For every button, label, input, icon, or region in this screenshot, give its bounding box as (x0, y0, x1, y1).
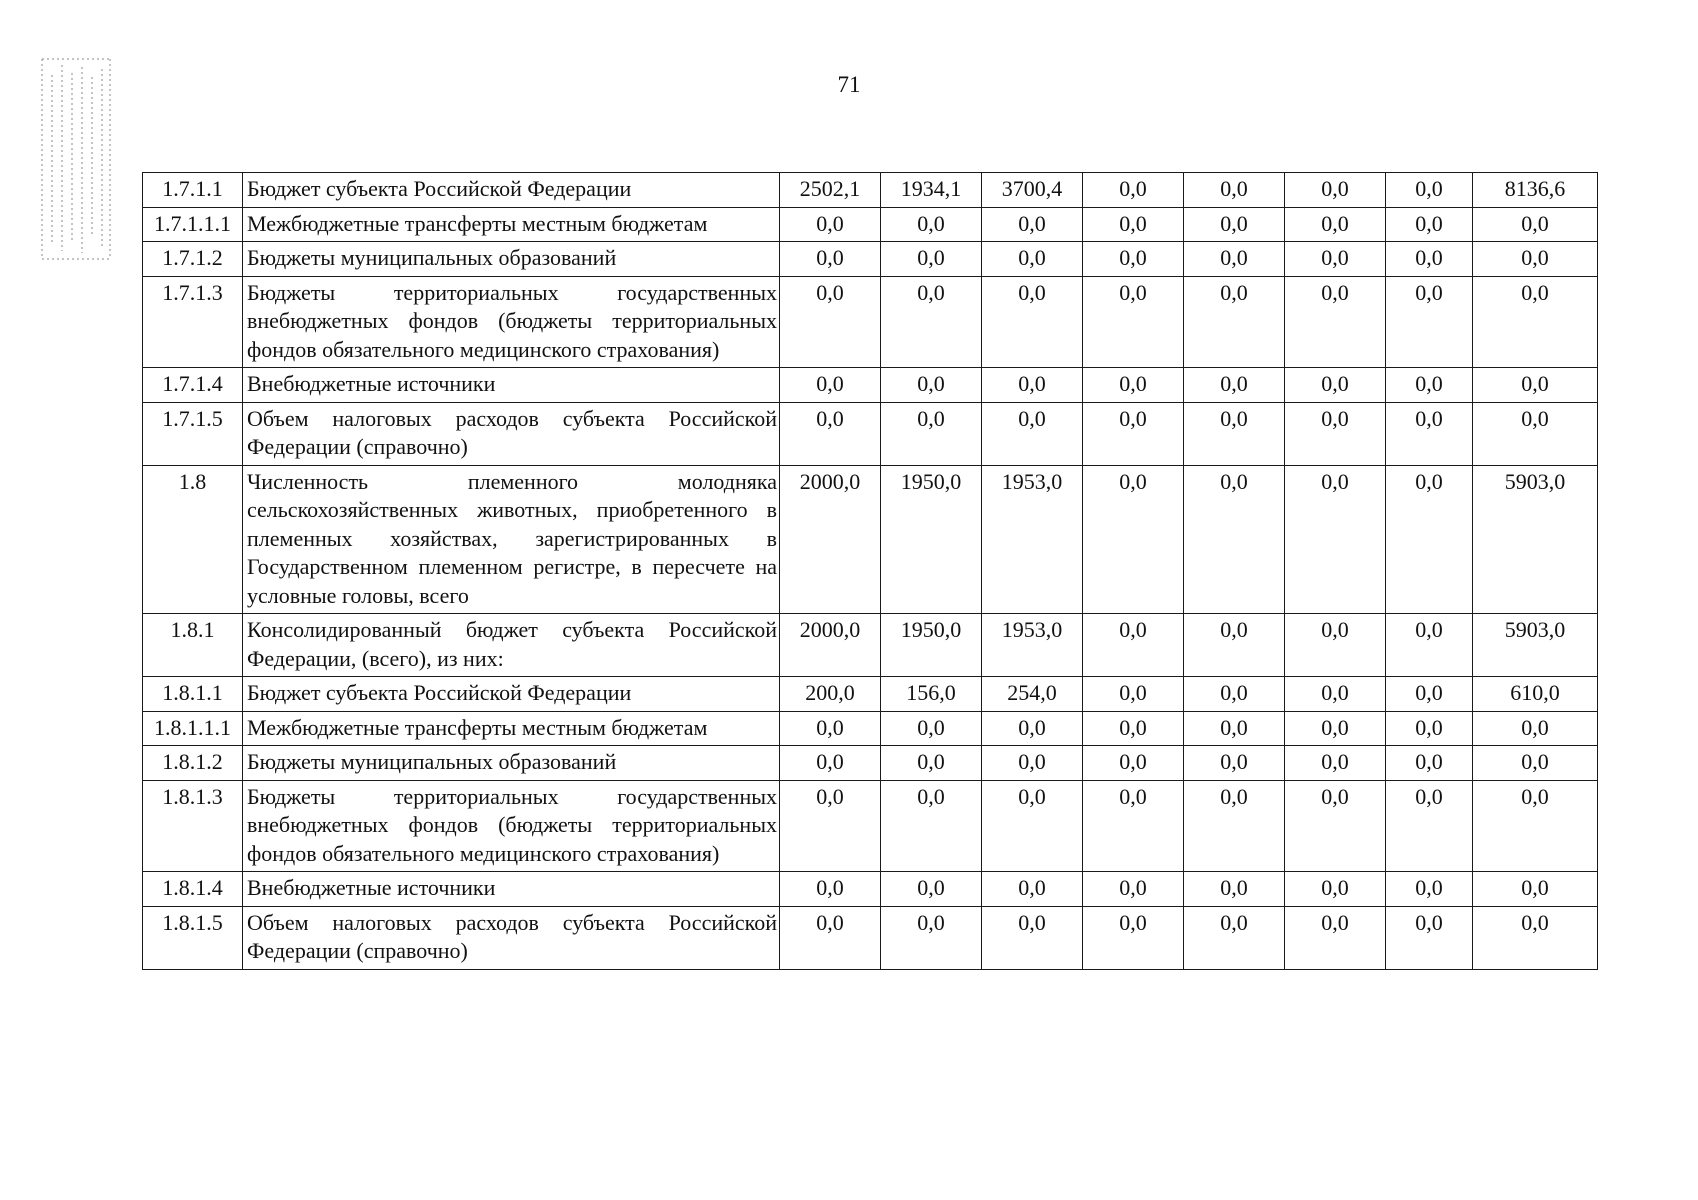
row-value: 0,0 (1473, 906, 1598, 969)
row-value: 0,0 (881, 780, 982, 872)
row-value: 0,0 (1083, 746, 1184, 781)
row-value: 0,0 (982, 780, 1083, 872)
row-value: 0,0 (1473, 402, 1598, 465)
row-value: 5903,0 (1473, 465, 1598, 614)
table-row (143, 465, 1598, 614)
row-value: 0,0 (881, 711, 982, 746)
row-value: 0,0 (1285, 242, 1386, 277)
row-code: 1.8.1.2 (143, 746, 243, 781)
row-value: 0,0 (1386, 173, 1473, 208)
row-value: 1934,1 (881, 173, 982, 208)
row-value: 0,0 (1083, 368, 1184, 403)
row-value: 0,0 (1184, 173, 1285, 208)
row-value: 0,0 (1083, 242, 1184, 277)
row-value: 0,0 (1083, 906, 1184, 969)
row-name: Внебюджетные источники (243, 872, 780, 907)
row-value: 0,0 (1285, 677, 1386, 712)
row-value: 0,0 (1184, 465, 1285, 614)
row-value: 1950,0 (881, 614, 982, 677)
row-value: 2502,1 (780, 173, 881, 208)
row-value: 0,0 (1285, 906, 1386, 969)
row-value: 0,0 (1184, 276, 1285, 368)
row-value: 0,0 (881, 872, 982, 907)
row-value: 0,0 (780, 872, 881, 907)
table-row (143, 780, 1598, 872)
row-value: 0,0 (982, 746, 1083, 781)
row-value: 0,0 (982, 711, 1083, 746)
row-value: 0,0 (1083, 465, 1184, 614)
row-value: 0,0 (780, 242, 881, 277)
row-value: 2000,0 (780, 465, 881, 614)
row-value: 0,0 (1083, 207, 1184, 242)
row-value: 0,0 (1473, 746, 1598, 781)
table-row (143, 872, 1598, 907)
row-value: 0,0 (1285, 780, 1386, 872)
row-value: 0,0 (780, 276, 881, 368)
row-name: Бюджеты территориальных государственных внебюджетных фондов (бюджеты территориальных фондов обязательного медицинского страхования) (243, 780, 780, 872)
row-value: 0,0 (1386, 711, 1473, 746)
row-value: 0,0 (881, 242, 982, 277)
row-code: 1.7.1.1 (143, 173, 243, 208)
margin-stamp-mark (38, 55, 114, 263)
row-value: 0,0 (1184, 711, 1285, 746)
row-value: 1953,0 (982, 614, 1083, 677)
row-value: 156,0 (881, 677, 982, 712)
row-value: 0,0 (982, 207, 1083, 242)
row-value: 254,0 (982, 677, 1083, 712)
row-value: 200,0 (780, 677, 881, 712)
row-value: 0,0 (982, 402, 1083, 465)
row-value: 0,0 (1184, 242, 1285, 277)
table-row (143, 614, 1598, 677)
row-name: Межбюджетные трансферты местным бюджетам (243, 711, 780, 746)
row-name: Бюджеты муниципальных образований (243, 746, 780, 781)
row-value: 610,0 (1473, 677, 1598, 712)
row-code: 1.7.1.2 (143, 242, 243, 277)
row-value: 0,0 (982, 906, 1083, 969)
row-value: 0,0 (1386, 906, 1473, 969)
row-name: Консолидированный бюджет субъекта Российской Федерации, (всего), из них: (243, 614, 780, 677)
row-value: 0,0 (1473, 242, 1598, 277)
row-code: 1.7.1.1.1 (143, 207, 243, 242)
row-code: 1.8.1.1.1 (143, 711, 243, 746)
table-row (143, 242, 1598, 277)
row-value: 0,0 (1386, 614, 1473, 677)
row-value: 0,0 (1473, 276, 1598, 368)
row-value: 0,0 (1285, 402, 1386, 465)
row-value: 0,0 (1285, 368, 1386, 403)
row-code: 1.8.1 (143, 614, 243, 677)
row-value: 0,0 (1386, 368, 1473, 403)
row-name: Объем налоговых расходов субъекта Российской Федерации (справочно) (243, 402, 780, 465)
table-row (143, 207, 1598, 242)
row-name: Бюджет субъекта Российской Федерации (243, 173, 780, 208)
row-value: 0,0 (1083, 402, 1184, 465)
row-value: 0,0 (881, 368, 982, 403)
row-value: 0,0 (1386, 677, 1473, 712)
row-value: 0,0 (881, 906, 982, 969)
page-number: 71 (837, 72, 861, 97)
row-value: 0,0 (1184, 402, 1285, 465)
row-value: 0,0 (780, 711, 881, 746)
row-name: Внебюджетные источники (243, 368, 780, 403)
row-value: 0,0 (1386, 402, 1473, 465)
row-name: Объем налоговых расходов субъекта Российской Федерации (справочно) (243, 906, 780, 969)
row-value: 0,0 (1083, 173, 1184, 208)
row-value: 0,0 (1386, 207, 1473, 242)
budget-table (142, 172, 1598, 970)
row-value: 0,0 (1285, 173, 1386, 208)
row-value: 0,0 (1184, 906, 1285, 969)
row-value: 0,0 (1386, 242, 1473, 277)
row-value: 0,0 (982, 872, 1083, 907)
row-value: 2000,0 (780, 614, 881, 677)
row-name: Бюджеты муниципальных образований (243, 242, 780, 277)
row-value: 0,0 (1184, 746, 1285, 781)
row-value: 0,0 (1386, 276, 1473, 368)
row-value: 0,0 (1083, 677, 1184, 712)
row-name: Межбюджетные трансферты местным бюджетам (243, 207, 780, 242)
row-value: 0,0 (1386, 780, 1473, 872)
row-name: Бюджет субъекта Российской Федерации (243, 677, 780, 712)
row-code: 1.7.1.5 (143, 402, 243, 465)
row-value: 5903,0 (1473, 614, 1598, 677)
row-value: 0,0 (881, 402, 982, 465)
row-name: Численность племенного молодняка сельскохозяйственных животных, приобретенного в племенных хозяйствах, зарегистрированных в Государственном племенном регистре, в пересчете на условные головы, всего (243, 465, 780, 614)
row-value: 0,0 (1386, 465, 1473, 614)
row-code: 1.8 (143, 465, 243, 614)
row-code: 1.7.1.3 (143, 276, 243, 368)
row-code: 1.8.1.4 (143, 872, 243, 907)
row-value: 0,0 (881, 207, 982, 242)
row-value: 0,0 (1473, 780, 1598, 872)
row-value: 0,0 (1184, 677, 1285, 712)
row-value: 0,0 (1285, 872, 1386, 907)
row-value: 0,0 (780, 368, 881, 403)
row-value: 3700,4 (982, 173, 1083, 208)
row-value: 0,0 (780, 402, 881, 465)
row-value: 0,0 (881, 746, 982, 781)
row-value: 0,0 (1386, 746, 1473, 781)
table-body (143, 173, 1598, 970)
table-row (143, 906, 1598, 969)
row-value: 1950,0 (881, 465, 982, 614)
row-value: 0,0 (1473, 207, 1598, 242)
table-row (143, 173, 1598, 208)
table-row (143, 711, 1598, 746)
row-value: 0,0 (1285, 746, 1386, 781)
row-value: 0,0 (1285, 465, 1386, 614)
row-value: 0,0 (982, 368, 1083, 403)
table-row (143, 402, 1598, 465)
row-value: 0,0 (1285, 207, 1386, 242)
row-code: 1.8.1.5 (143, 906, 243, 969)
row-value: 0,0 (780, 780, 881, 872)
row-value: 0,0 (1184, 872, 1285, 907)
row-value: 0,0 (1285, 614, 1386, 677)
row-value: 0,0 (1184, 614, 1285, 677)
row-value: 0,0 (982, 242, 1083, 277)
table-row (143, 677, 1598, 712)
row-code: 1.7.1.4 (143, 368, 243, 403)
row-value: 0,0 (1184, 368, 1285, 403)
row-value: 0,0 (1083, 872, 1184, 907)
row-value: 0,0 (1285, 276, 1386, 368)
row-value: 0,0 (1473, 368, 1598, 403)
row-value: 1953,0 (982, 465, 1083, 614)
table-row (143, 368, 1598, 403)
table-row (143, 746, 1598, 781)
row-code: 1.8.1.3 (143, 780, 243, 872)
row-value: 0,0 (881, 276, 982, 368)
row-value: 0,0 (1285, 711, 1386, 746)
table-row (143, 276, 1598, 368)
row-value: 0,0 (1083, 711, 1184, 746)
row-name: Бюджеты территориальных государственных внебюджетных фондов (бюджеты территориальных фондов обязательного медицинского страхования) (243, 276, 780, 368)
row-value: 0,0 (1184, 207, 1285, 242)
row-value: 8136,6 (1473, 173, 1598, 208)
row-value: 0,0 (1473, 711, 1598, 746)
row-value: 0,0 (780, 207, 881, 242)
row-value: 0,0 (1083, 780, 1184, 872)
row-value: 0,0 (1083, 276, 1184, 368)
row-value: 0,0 (1473, 872, 1598, 907)
row-code: 1.8.1.1 (143, 677, 243, 712)
row-value: 0,0 (1083, 614, 1184, 677)
row-value: 0,0 (982, 276, 1083, 368)
row-value: 0,0 (1386, 872, 1473, 907)
row-value: 0,0 (1184, 780, 1285, 872)
row-value: 0,0 (780, 746, 881, 781)
row-value: 0,0 (780, 906, 881, 969)
